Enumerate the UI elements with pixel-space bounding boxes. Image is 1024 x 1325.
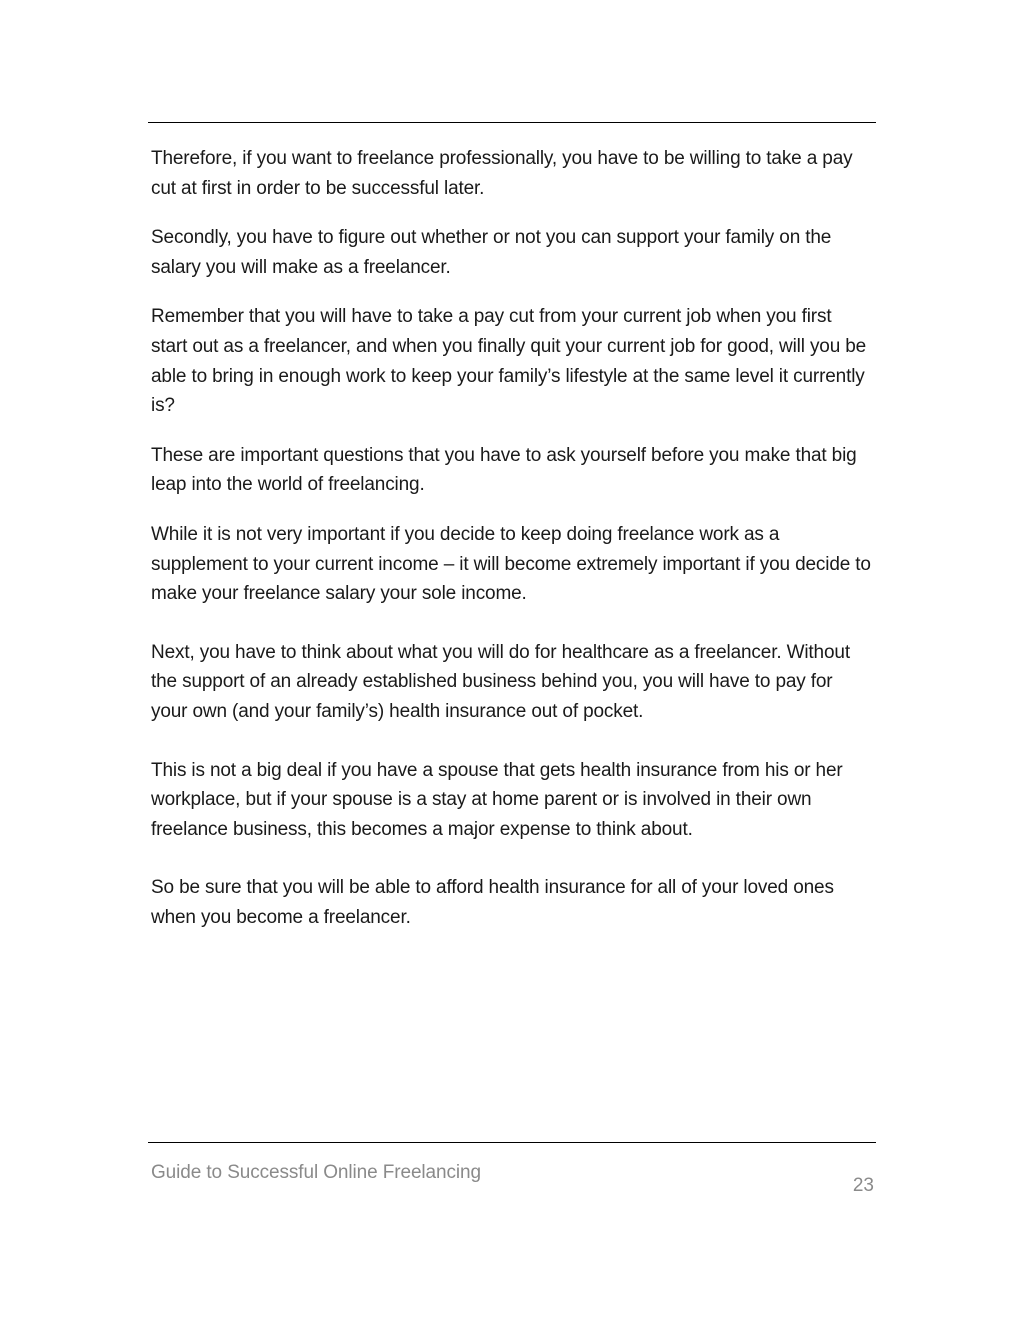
- paragraph-8: So be sure that you will be able to afford health insurance for all of your loved ones when you become a freelancer.: [151, 877, 834, 928]
- page-number: 23: [852, 1175, 874, 1196]
- paragraph-6: Next, you have to think about what you will do for healthcare as a freelancer. Without the support of an already established business behind you, you will have to pay for your own (and your family’s) health insurance out of pocket.: [151, 641, 850, 722]
- paragraph-4: These are important questions that you have to ask yourself before you make that big leap into the world of freelancing.: [151, 444, 857, 496]
- paragraph-3: Remember that you will have to take a pay cut from your current job when you first start out as a freelancer, and when you finally quit your current job for good, will you be able to bring in enough work to keep your family’s lifestyle at the same level it currently is?: [151, 306, 867, 417]
- paragraph-1: Therefore, if you want to freelance professionally, you have to be willing to take a pay cut at first in order to be successful later.: [151, 148, 853, 199]
- footer-divider: [148, 1142, 876, 1143]
- page-body: [151, 144, 871, 932]
- paragraph-2: Secondly, you have to figure out whether or not you can support your family on the salary you will make as a freelancer.: [151, 227, 832, 278]
- paragraph-5: While it is not very important if you decide to keep doing freelance work as a supplement to your current income – it will become extremely important if you decide to make your freelance salary your sole income.: [151, 523, 871, 605]
- footer-book-title: Guide to Successful Online Freelancing: [151, 1162, 481, 1183]
- header-divider: [148, 122, 876, 123]
- paragraph-7: This is not a big deal if you have a spouse that gets health insurance from his or her workplace, but if your spouse is a stay at home parent or is involved in their own freelance business, this becomes a major expense to think about.: [151, 759, 843, 840]
